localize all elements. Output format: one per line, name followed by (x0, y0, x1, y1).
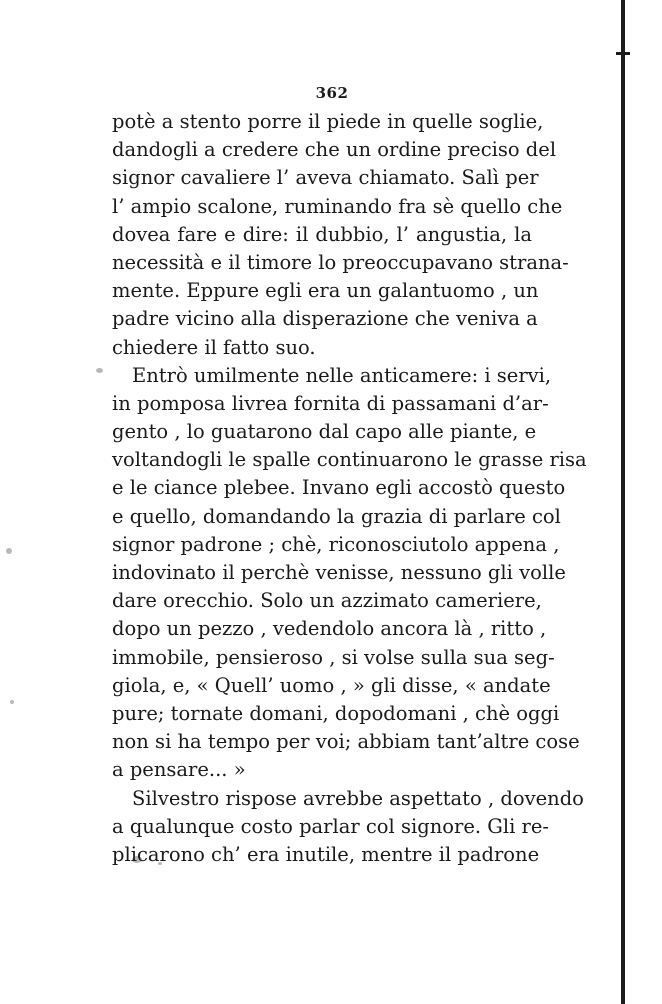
text-line: voltandogli le spalle continuarono le grasse risa (112, 448, 587, 472)
text-line: immobile, pensieroso , si volse sulla sua seg- (112, 645, 555, 669)
text-line: in pomposa livrea fornita di passamani d’ar- (112, 391, 549, 415)
page-edge-notch (616, 52, 630, 55)
text-line: pure; tornate domani, dopodomani , chè oggi (112, 701, 560, 725)
text-line: e quello, domandando la grazia di parlare col (112, 504, 561, 528)
text-line: mente. Eppure egli era un galantuomo , un (112, 279, 539, 303)
text-line: padre vicino alla disperazione che veniva a (112, 307, 538, 331)
paper-speck (10, 700, 14, 704)
text-line: indovinato il perchè venisse, nessuno gli volle (112, 561, 566, 584)
text-line: Silvestro rispose avrebbe aspettato , dovendo (132, 786, 584, 810)
body-text (112, 108, 587, 869)
text-line: dovea fare e dire: il dubbio, l’ angustia, la (112, 222, 532, 246)
text-line: chiedere il fatto suo. (112, 335, 316, 359)
text-line: e le ciance plebee. Invano egli accostò questo (112, 476, 566, 500)
paper-speck (6, 548, 12, 554)
page-edge-line (621, 0, 625, 1004)
text-line: signor cavaliere l’ aveva chiamato. Salì per (112, 166, 539, 190)
text-line: dandogli a credere che un ordine preciso del (112, 138, 557, 162)
text-line: signor padrone ; chè, riconosciutolo appena , (112, 532, 560, 556)
text-line: dare orecchio. Solo un azzimato cameriere, (112, 589, 542, 613)
text-line: non si ha tempo per voi; abbiam tant’altre cose (112, 730, 580, 754)
page-number: 362 (315, 84, 349, 102)
text-line: potè a stento porre il piede in quelle soglie, (112, 110, 544, 133)
text-line: giola, e, « Quell’ uomo , » gli disse, « andate (112, 673, 551, 697)
text-line: l’ ampio scalone, ruminando fra sè quello che (112, 194, 563, 218)
text-line: dopo un pezzo , vedendolo ancora là , ritto , (112, 617, 547, 641)
text-line: necessità e il timore lo preoccupavano strana- (112, 250, 569, 274)
paper-speck (96, 368, 103, 373)
text-line: plicarono ch’ era inutile, mentre il padrone (112, 842, 540, 866)
text-line: a pensare... » (112, 758, 246, 782)
text-line: Entrò umilmente nelle anticamere: i servi, (132, 363, 552, 387)
text-line: gento , lo guatarono dal capo alle piante, e (112, 420, 537, 444)
text-line: a qualunque costo parlar col signore. Gli re- (112, 814, 549, 838)
